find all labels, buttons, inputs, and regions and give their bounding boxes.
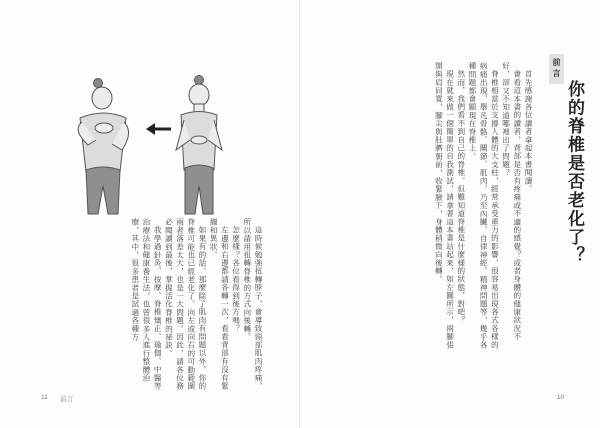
arrow-left-icon xyxy=(146,123,171,135)
right-page xyxy=(300,0,600,428)
chapter-title: 你的脊椎是否老化了？ xyxy=(564,80,584,265)
running-head: 前言 xyxy=(60,395,73,403)
paragraph: 如果有的話，那麼除了肌肉有問題以外，你的脊椎可能也已經老化了。向左或向右的可動範圍兩者落差太大，也是一大問題。因此，請各位務必閱讀到最後，掌握活化脊椎的祕訣。 xyxy=(164,218,207,391)
paragraph: 現在就來做一個簡單的自我測試，請拿著這本書站起來，如左圖所示，兩腳張開與肩同寬，腳尖與肚臍朝前，收緊臉下，身體稍微向後轉。 xyxy=(434,62,455,349)
page-number: 11 xyxy=(41,394,48,401)
right-page-body xyxy=(433,62,534,354)
paragraph: 會看這本書的讀者，背部是否有疼痛或不適的感覺？或者身體的健康狀況不好，卻又不知道哪裡出了問題？ xyxy=(501,62,522,341)
page-number: 10 xyxy=(556,394,564,401)
paragraph: 怎麼樣？各位看得到後方嗎？ xyxy=(231,225,241,333)
figure-front xyxy=(176,76,222,215)
left-page-body xyxy=(130,218,264,394)
figure-back-twisting xyxy=(78,79,128,215)
paragraph: 首先感謝各位讀者拿起本書閱讀。 xyxy=(524,69,533,193)
paragraph: 這時候勉強扭轉脖子，會導致頸部肌肉疼痛，所以請用扭轉脊椎的方式向後轉。 xyxy=(242,218,263,390)
paragraph: 然而，我們看不到自己的脊椎。但難知道脊椎是什麼樣的狀態，對吧？ xyxy=(456,69,466,324)
paragraph: 脊椎相當於支撐人體的大支柱，經常承受重力的影響，很容易出現各式各樣的病痛出現，舉凡骨骼、關節、肌肉，乃至內臟、自律神經、精神問題等，幾乎各種問題都會顯現在脊椎上。 xyxy=(467,62,500,349)
section-badge: 前言 xyxy=(549,54,564,84)
paragraph: 左邊和右邊都請各轉一次，看看背部有沒有緊繃和異狀。 xyxy=(209,218,230,390)
paragraph: 我學過針灸、按摩、脊椎矯正、瑜伽、中醫等治療法和健康養生法，也曾很多人進行整體治療，其中，很多患者是試過各種方 xyxy=(130,218,163,390)
